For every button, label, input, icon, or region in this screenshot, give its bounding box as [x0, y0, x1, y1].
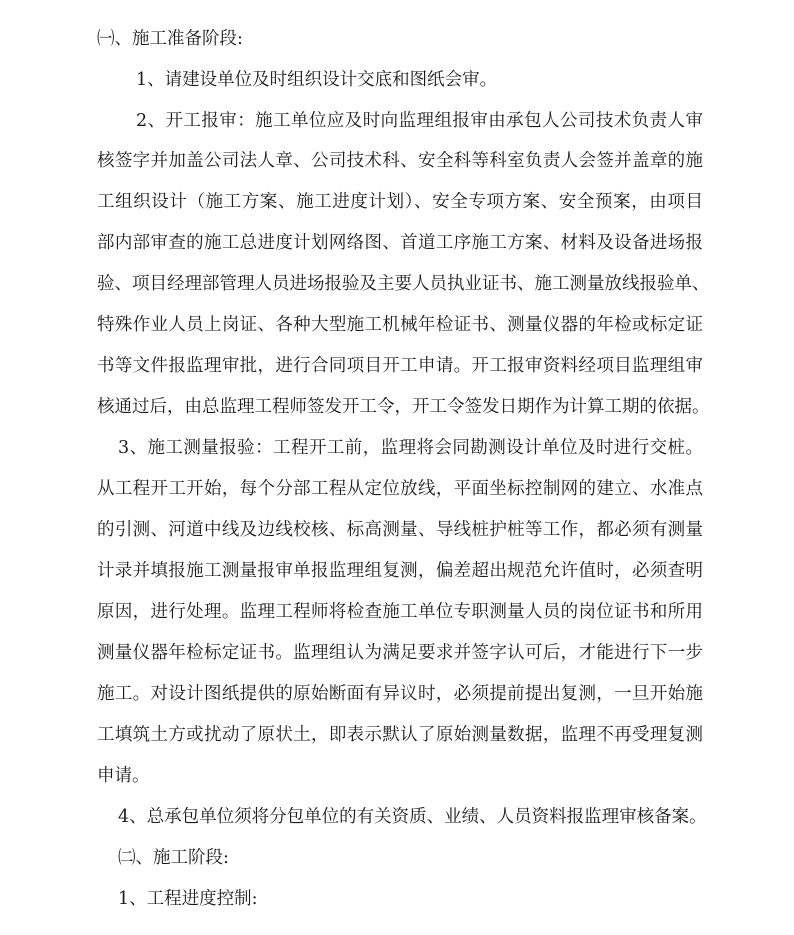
paragraph-line: 原因，进行处理。监理工程师将检查施工单位专职测量人员的岗位证书和所用 — [97, 602, 703, 622]
paragraph-line: 部内部审查的施工总进度计划网络图、首道工序施工方案、材料及设备进场报 — [97, 233, 703, 253]
paragraph-line: 工填筑土方或扰动了原状土，即表示默认了原始测量数据，监理不再受理复测 — [97, 725, 703, 745]
subsection-heading-progress-control: 1、工程进度控制: — [118, 889, 258, 909]
paragraph-line: 申请。 — [97, 766, 150, 786]
paragraph-line: 施工。对设计图纸提供的原始断面有异议时，必须提前提出复测，一旦开始施 — [97, 684, 703, 704]
paragraph-line: 书等文件报监理审批，进行合同项目开工申请。开工报审资料经项目监理组审 — [97, 356, 703, 376]
section-heading-preparation: ㈠、施工准备阶段: — [97, 29, 243, 49]
paragraph-line: 测量仪器年检标定证书。监理组认为满足要求并签字认可后，才能进行下一步 — [97, 643, 703, 663]
paragraph-line: 计录并填报施工测量报审单报监理组复测，偏差超出规范允许值时，必须查明 — [97, 561, 703, 581]
paragraph-line: 核通过后，由总监理工程师签发开工令，开工令签发日期作为计算工期的依据。 — [97, 397, 710, 417]
paragraph-line: 3、施工测量报验：工程开工前，监理将会同勘测设计单位及时进行交桩。 — [118, 438, 703, 458]
paragraph-line: 验、项目经理部管理人员进场报验及主要人员执业证书、施工测量放线报验单、 — [97, 274, 710, 294]
paragraph-line: 核签字并加盖公司法人章、公司技术科、安全科等科室负责人会签并盖章的施 — [97, 151, 703, 171]
section-heading-construction: ㈡、施工阶段: — [118, 848, 229, 868]
paragraph-line: 的引测、河道中线及边线校核、标高测量、导线桩护桩等工作，都必须有测量 — [97, 520, 703, 540]
paragraph-line: 工组织设计（施工方案、施工进度计划）、安全专项方案、安全预案，由项目 — [97, 192, 703, 212]
paragraph-line: 从工程开工开始，每个分部工程从定位放线，平面坐标控制网的建立、水准点 — [97, 479, 703, 499]
paragraph-line: 4、总承包单位须将分包单位的有关资质、业绩、人员资料报监理审核备案。 — [118, 807, 707, 827]
paragraph-line: 1、请建设单位及时组织设计交底和图纸会审。 — [136, 70, 498, 90]
paragraph-line: 特殊作业人员上岗证、各种大型施工机械年检证书、测量仪器的年检或标定证 — [97, 315, 703, 335]
paragraph-line: 2、开工报审：施工单位应及时向监理组报审由承包人公司技术负责人审 — [136, 111, 703, 131]
